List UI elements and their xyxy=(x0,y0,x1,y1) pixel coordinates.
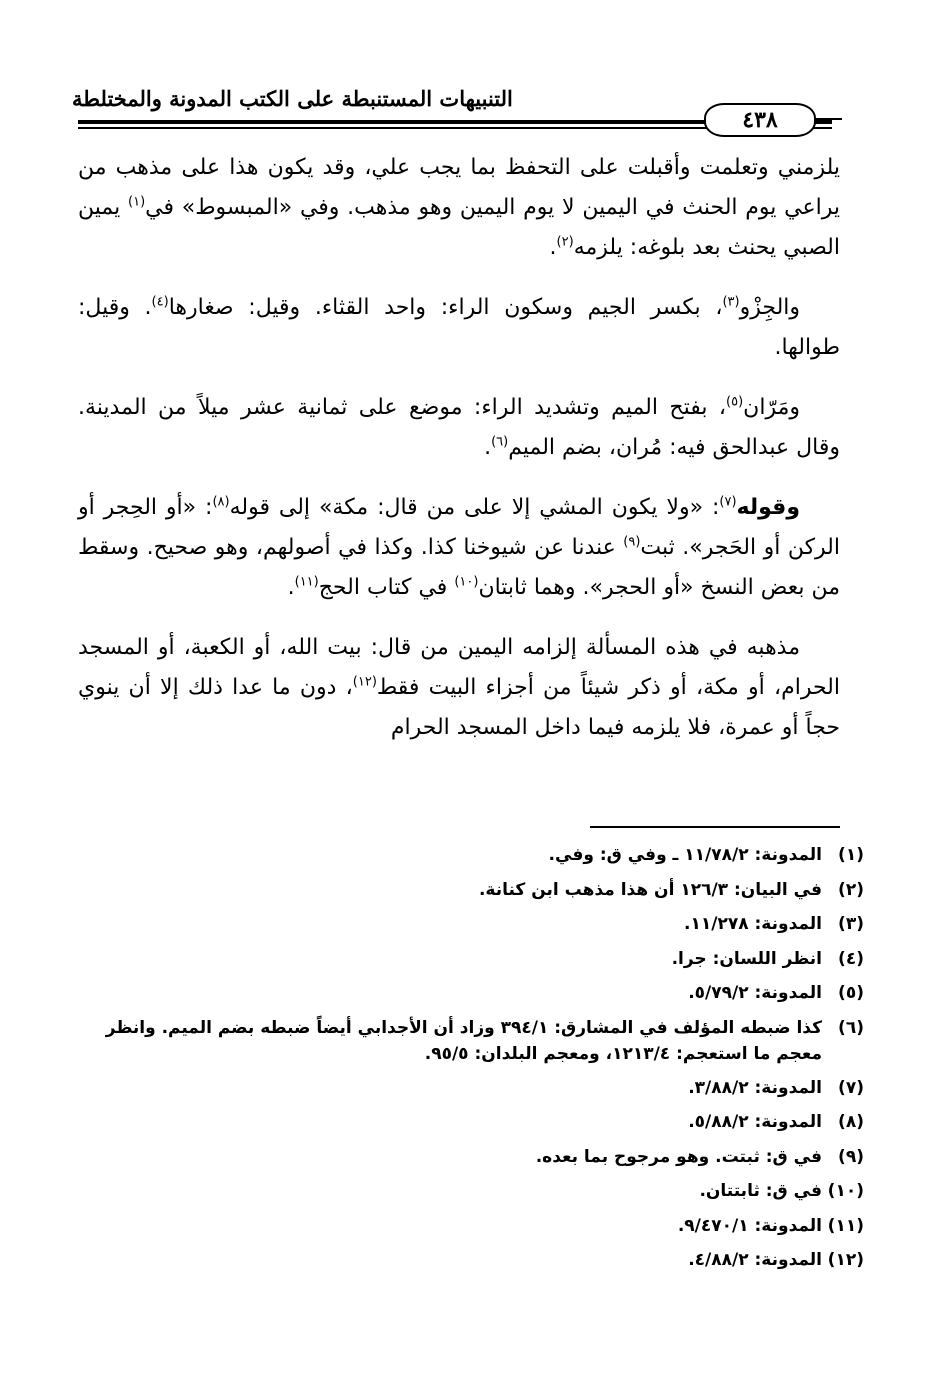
footnote-4: (٤) انظر اللسان: جرا. xyxy=(671,948,864,969)
footnote-ref-4[interactable]: (٤) xyxy=(151,294,169,310)
paragraph-1: يلزمني وتعلمت وأقبلت على التحفظ بما يجب علي، وقد يكون هذا على مذهب من يراعي يوم الحنث في اليمين لا يوم اليمين وهو مذهب. وفي «المبسوط» في$^{(١)}$ يمين الصبي يحنث بعد بلوغه: يلزمه$^{(٢)}$. xyxy=(78,155,840,260)
footnote-ref-10[interactable]: (١٠) xyxy=(454,574,479,590)
footnote-ref-5[interactable]: (٥) xyxy=(726,394,744,410)
page-number-badge-tail xyxy=(812,118,842,120)
paragraph-4: وقوله$^{(٧)}$: «ولا يكون المشي إلا على من قال: مكة» إلى قوله$^{(٨)}$: «أو الحِجر أو الركن أو الحَجر». ثبت$^{(٩)}$ عندنا عن شيوخنا كذا. وكذا في أصولهم، وهو صحيح. وسقط من بعض النسخ «أو الحجر». وهما ثابتان$^{(١٠)}$ في كتاب الحج$^{(١١)}$. xyxy=(78,494,840,600)
footnote-ref-7[interactable]: (٧) xyxy=(719,494,737,510)
footnote-9: (٩) في ق: ثبتت. وهو مرجوح بما بعده. xyxy=(535,1146,864,1167)
footnote-ref-12[interactable]: (١٢) xyxy=(352,674,377,690)
footnote-1: (١) المدونة: ١١/٧٨/٢ ـ وفي ق: وفي. xyxy=(548,845,864,865)
page-number-badge: ٤٣٨ xyxy=(704,103,816,137)
footnote-7: (٧) المدونة: ٣/٨٨/٢. xyxy=(688,1077,864,1098)
footnote-6: (٦) كذا ضبطه المؤلف في المشارق: ٣٩٤/١ وزاد أن الأجدابي أيضاً ضبطه بضم الميم. وانظر معجم ما استعجم: ١٢١٣/٤، ومعجم البلدان: ٩٥/٥. xyxy=(105,1017,864,1064)
footnote-ref-6[interactable]: (٦) xyxy=(491,434,509,450)
footnote-3: (٣) المدونة: ١١/٢٧٨. xyxy=(684,914,864,934)
paragraph-5: مذهبه في هذه المسألة إلزامه اليمين من قال: بيت الله، أو الكعبة، أو المسجد الحرام، أو مكة، أو ذكر شيئاً من أجزاء البيت فقط$^{(١٢)}$، دون ما عدا ذلك إلا أن ينوي حجاً أو عمرة، فلا يلزمه فيما داخل المسجد الحرام xyxy=(78,635,840,740)
footnote-8: (٨) المدونة: ٥/٨٨/٢. xyxy=(688,1112,864,1132)
footnote-10: (١٠) في ق: ثابتتان. xyxy=(699,1181,864,1201)
paragraph-3: ومَرّان$^{(٥)}$، بفتح الميم وتشديد الراء: موضع على ثمانية عشر ميلاً من المدينة. وقال عبدالحق فيه: مُران، بضم الميم$^{(٦)}$. xyxy=(78,394,840,460)
footnote-ref-8[interactable]: (٨) xyxy=(212,494,230,510)
footnote-ref-9[interactable]: (٩) xyxy=(623,534,641,550)
footnote-ref-1[interactable]: (١) xyxy=(128,194,146,210)
footnotes xyxy=(78,838,864,1278)
running-header-title: التنبيهات المستنبطة على الكتب المدونة والمختلطة xyxy=(72,86,513,111)
footnote-separator xyxy=(590,826,840,828)
footnote-ref-2[interactable]: (٢) xyxy=(556,234,574,250)
footnote-ref-11[interactable]: (١١) xyxy=(294,574,319,590)
paragraph-2: والجِزْو$^{(٣)}$، بكسر الجيم وسكون الراء: واحد القثاء. وقيل: صغارها$^{(٤)}$. وقيل: طوالها. xyxy=(78,294,840,360)
footnote-ref-3[interactable]: (٣) xyxy=(722,294,740,310)
footnote-5: (٥) المدونة: ٥/٧٩/٢. xyxy=(688,983,864,1003)
footnote-11: (١١) المدونة: ٩/٤٧٠/١. xyxy=(677,1215,864,1236)
footnote-12: (١٢) المدونة: ٤/٨٨/٢. xyxy=(688,1250,864,1270)
main-text xyxy=(78,148,840,768)
footnote-2: (٢) في البيان: ١٢٦/٣ أن هذا مذهب ابن كنانة. xyxy=(478,879,864,900)
